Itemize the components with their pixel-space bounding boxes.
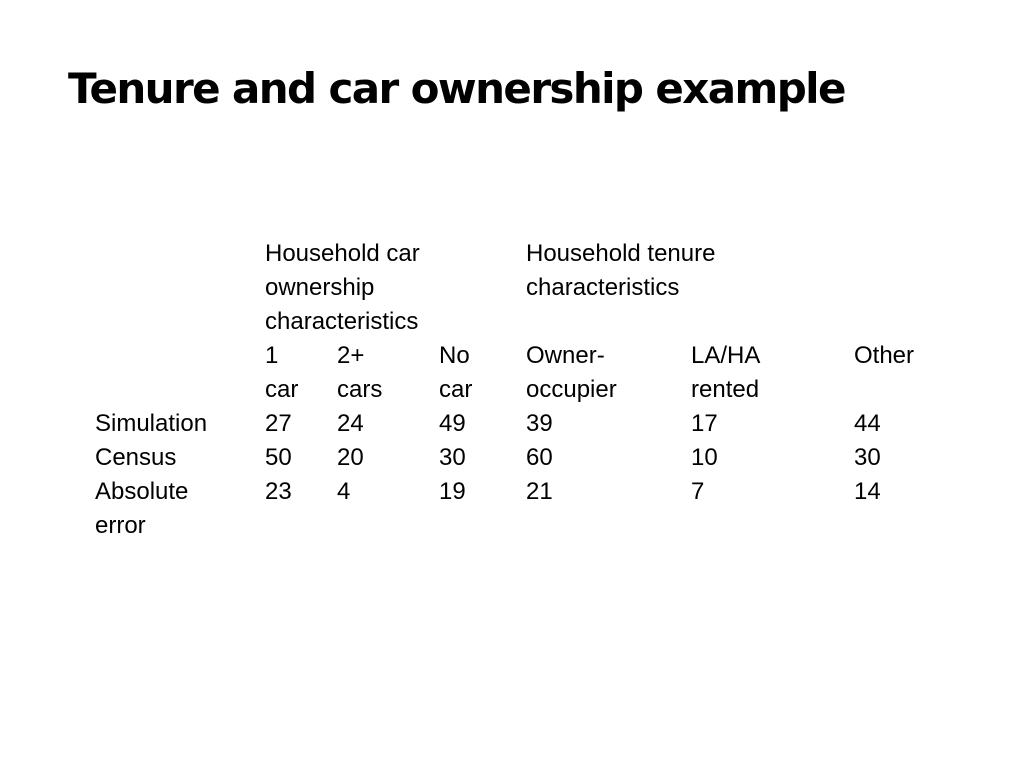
sub-header-row: [95, 339, 954, 407]
cell-no-car: 30: [439, 444, 466, 471]
cell-other: 14: [854, 478, 881, 505]
car-ownership-group-header: Household car ownership characteristics: [265, 240, 420, 335]
cell-no-car: 19: [439, 478, 466, 505]
column-header-one-car: 1 car: [265, 342, 299, 403]
cell-owner-occupier: 39: [526, 410, 553, 437]
row-label: Simulation: [95, 410, 208, 437]
cell-other: 44: [854, 410, 881, 437]
cell-other: 30: [854, 444, 881, 471]
tenure-group-header: Household tenure characteristics: [526, 240, 716, 301]
table-row-simulation: [95, 407, 954, 441]
table-row-census: [95, 441, 954, 475]
cell-one-car: 27: [265, 410, 292, 437]
cell-owner-occupier: 21: [526, 478, 553, 505]
column-header-no-car: No car: [439, 342, 473, 403]
slide-title: Tenure and car ownership example: [68, 64, 845, 113]
column-header-owner-occupier: Owner- occupier: [526, 342, 617, 403]
column-header-two-plus-cars: 2+ cars: [337, 342, 383, 403]
table-row-absolute-error: [95, 475, 954, 543]
cell-no-car: 49: [439, 410, 466, 437]
cell-la-ha-rented: 7: [691, 478, 705, 505]
cell-owner-occupier: 60: [526, 444, 553, 471]
cell-two-plus-cars: 24: [337, 410, 364, 437]
cell-one-car: 50: [265, 444, 292, 471]
cell-la-ha-rented: 10: [691, 444, 718, 471]
group-header-row: [95, 237, 954, 339]
cell-one-car: 23: [265, 478, 292, 505]
cell-two-plus-cars: 4: [337, 478, 351, 505]
column-header-other: Other: [854, 342, 915, 369]
empty-corner-cell: [95, 237, 265, 339]
column-header-la-ha-rented: LA/HA rented: [691, 342, 761, 403]
empty-header-cell: [854, 237, 954, 339]
cell-la-ha-rented: 17: [691, 410, 718, 437]
row-label: Census: [95, 444, 177, 471]
cell-two-plus-cars: 20: [337, 444, 364, 471]
data-table: [95, 237, 954, 543]
row-label: Absolute error: [95, 478, 189, 539]
empty-row-label-cell: [95, 339, 265, 407]
